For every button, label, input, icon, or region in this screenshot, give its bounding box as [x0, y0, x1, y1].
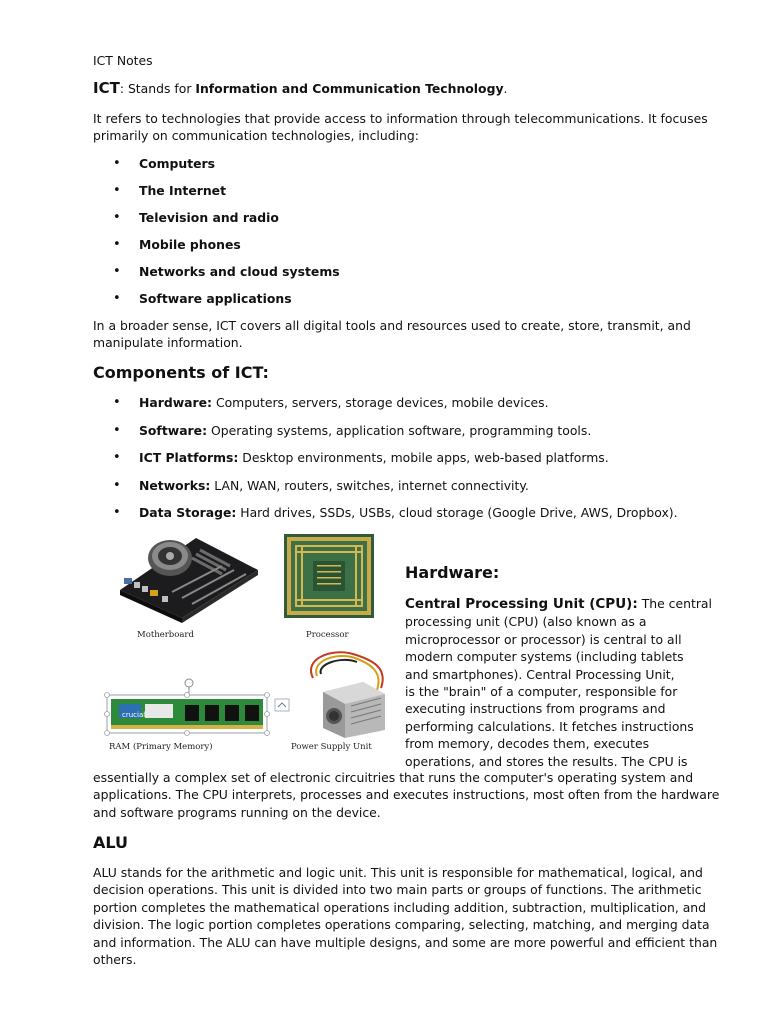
cpu-line: processing unit (CPU) (also known as a — [405, 614, 647, 630]
intro-paragraph — [93, 110, 708, 145]
bullet-icon: • — [113, 291, 121, 306]
alu-heading: ALU — [93, 833, 128, 852]
list-item — [93, 209, 679, 227]
list-item — [93, 155, 679, 173]
cpu-line: applications. The CPU interprets, processes and executes instructions, most often from the hardware — [93, 787, 720, 803]
list-item-text: Computers — [139, 156, 216, 171]
item-label: ICT Platforms: — [139, 450, 239, 465]
broader-paragraph — [93, 317, 691, 352]
list-item — [93, 263, 679, 281]
power-supply-image — [293, 648, 393, 738]
list-item-text: Television and radio — [139, 210, 279, 225]
item-text: Desktop environments, mobile apps, web-based platforms. — [238, 450, 609, 465]
cpu-line: and software programs running on the device. — [93, 804, 381, 820]
hardware-heading: Hardware: — [405, 563, 500, 582]
processor-caption: Processor — [306, 630, 349, 640]
list-item — [93, 504, 679, 522]
bullet-icon: • — [113, 237, 121, 252]
list-item — [93, 422, 679, 440]
list-item — [93, 477, 679, 495]
alu-paragraph — [93, 864, 717, 968]
psu-caption: Power Supply Unit — [291, 742, 372, 752]
bullet-icon: • — [113, 210, 121, 225]
motherboard-image — [112, 530, 262, 625]
bullet-icon: • — [113, 183, 121, 198]
item-label: Data Storage: — [139, 505, 237, 520]
alu-line: portion completes the mathematical operations including addition, subtraction, multiplication, and — [93, 899, 707, 915]
cpu-line: modern computer systems (including tablets — [405, 649, 684, 665]
bullet-icon: • — [113, 156, 121, 171]
list-item-text: Mobile phones — [139, 237, 241, 252]
cpu-line: is the "brain" of a computer, responsible for — [405, 684, 678, 700]
item-label: Networks: — [139, 477, 211, 493]
bullet-icon: • — [113, 477, 121, 493]
list-item — [93, 290, 679, 308]
item-text: Hard drives, SSDs, USBs, cloud storage (Google Drive, AWS, Dropbox). — [236, 505, 678, 520]
ram-caption: RAM (Primary Memory) — [109, 742, 213, 752]
bullet-icon: • — [113, 450, 121, 465]
list-item-text: The Internet — [139, 183, 227, 198]
cpu-line: operations, and stores the results. The CPU is — [405, 753, 688, 769]
cpu-line: essentially a complex set of electronic circuitries that runs the computer's operating system and — [93, 770, 694, 785]
bullet-icon: • — [113, 395, 121, 410]
list-item-text: Networks and cloud systems — [139, 264, 340, 279]
cpu-continuation — [93, 769, 719, 821]
hardware-figure — [95, 530, 400, 765]
alu-line: decision operations. This unit is divided into two main parts or groups of functions. The arithmetic — [93, 882, 702, 898]
bullet-icon: • — [113, 422, 121, 438]
ram-brand-label: crucial — [122, 711, 146, 719]
item-text: Computers, servers, storage devices, mobile devices. — [212, 395, 549, 410]
list-item — [93, 394, 679, 412]
cpu-line: executing instructions from programs and — [405, 701, 666, 717]
alu-line: others. — [93, 952, 137, 968]
cpu-line: and smartphones). Central Processing Unit, — [405, 666, 675, 682]
ram-image — [103, 675, 303, 737]
intro-line: It refers to technologies that provide access to information through telecommunications. It focuses — [93, 111, 708, 126]
broader-line: In a broader sense, ICT covers all digital tools and resources used to create, store, transmit, and — [93, 318, 691, 333]
processor-image — [283, 533, 375, 619]
list-item — [93, 449, 679, 467]
alu-line: and information. The ALU can have multiple designs, and some are more powerful and efficient than — [93, 934, 718, 950]
alu-line: ALU stands for the arithmetic and logic unit. This unit is responsible for mathematical, logical, and — [93, 865, 703, 880]
cpu-label: Central Processing Unit (CPU): — [405, 596, 638, 612]
bullet-icon: • — [113, 264, 121, 279]
intro-line: primarily on communication technologies, including: — [93, 128, 419, 144]
ict-expansion: Information and Communication Technology — [195, 81, 504, 96]
components-heading: Components of ICT: — [93, 363, 269, 382]
item-text: Operating systems, application software, programming tools. — [207, 422, 592, 438]
ict-definition — [93, 80, 507, 97]
list-item — [93, 182, 679, 200]
item-label: Software: — [139, 422, 208, 438]
ict-suffix: . — [503, 81, 508, 96]
ict-prefix: : Stands for — [119, 81, 196, 96]
broader-line: manipulate information. — [93, 335, 243, 351]
item-text: LAN, WAN, routers, switches, internet connectivity. — [210, 477, 529, 493]
ict-term: ICT — [93, 79, 120, 97]
hardware-cpu-paragraph — [405, 595, 712, 770]
list-item-text: Software applications — [139, 291, 292, 306]
item-label: Hardware: — [139, 395, 212, 410]
alu-line: division. The logic portion completes operations comparing, selecting, matching, and merging data — [93, 917, 710, 933]
motherboard-caption: Motherboard — [137, 630, 194, 640]
cpu-line: performing calculations. It fetches instructions — [405, 718, 694, 734]
cpu-line: from memory, decodes them, executes — [405, 736, 650, 752]
list-item — [93, 236, 679, 254]
bullet-icon: • — [113, 505, 121, 520]
cpu-line: The central — [637, 596, 712, 611]
document-title: ICT Notes — [93, 53, 153, 68]
cpu-line: microprocessor or processor) is central to all — [405, 631, 682, 647]
